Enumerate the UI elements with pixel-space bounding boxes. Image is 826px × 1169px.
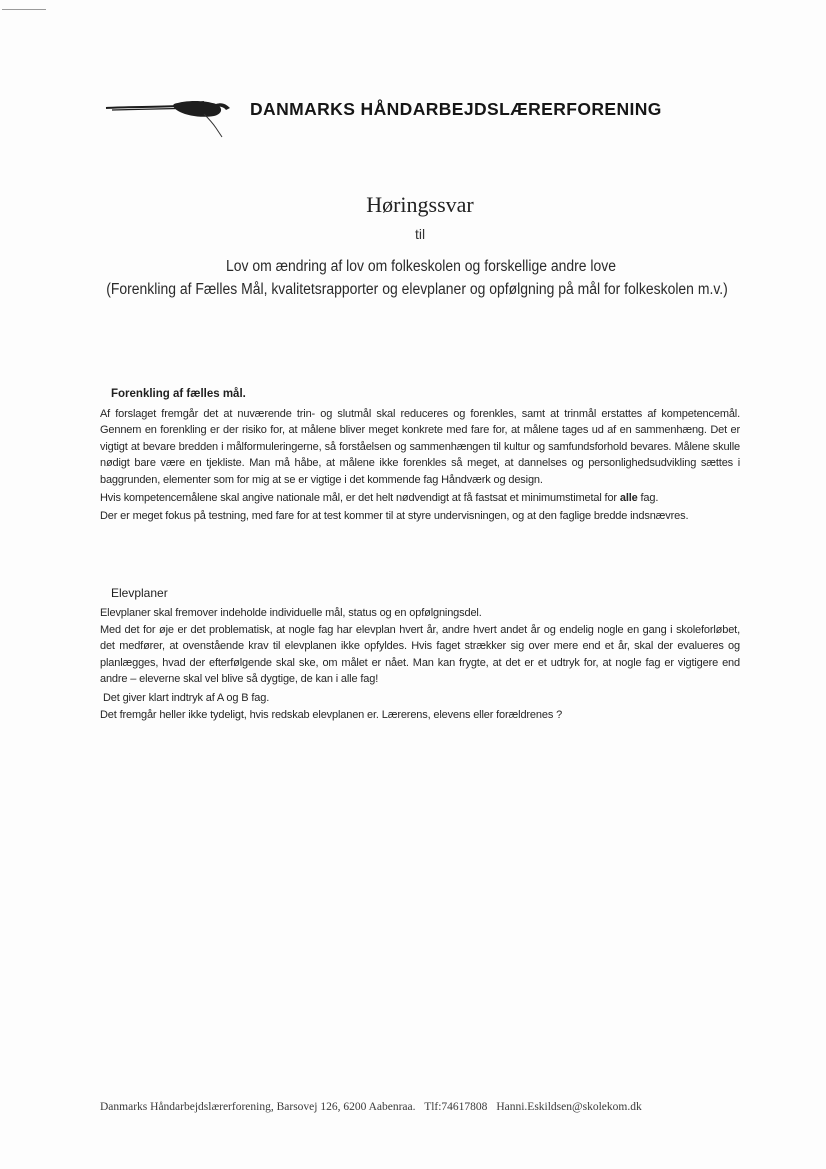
letterhead	[104, 96, 704, 146]
footer-phone: Tlf:74617808	[424, 1101, 488, 1113]
paragraph: Det fremgår heller ikke tydeligt, hvis redskab elevplanen er. Lærerens, elevens eller forældrenes ?	[100, 709, 563, 721]
document-title: Høringssvar	[366, 192, 474, 217]
paragraph: Af forslaget fremgår det at nuværende trin- og slutmål skal reduceres og forenkles, samt at trinmål erstattes af kompetencemål. Gennem en forenkling er der risiko for, at målene bliver meget konkrete med fare for, at målene tages ud af en sammenhæng. Det er vigtigt at bevare bredden i målformuleringerne, så forståelsen og sammenhængen til kultur og samfundsforhold bevares. Målene skulle nødigt bare være en tjekliste. Man må håbe, at målene ikke forenkles så meget, at dannelses og personlighedsudvikling sættes i baggrunden, elementer som for mig at se er vigtige i det kommende fag Håndværk og design.	[100, 408, 740, 486]
paragraph-minimumstimetal	[100, 490, 740, 506]
footer-email: Hanni.Eskildsen@skolekom.dk	[496, 1101, 642, 1113]
footer	[100, 1101, 740, 1113]
paragraph: Der er meget fokus på testning, med fare for at test kommer til at styre undervisningen, og at den faglige bredde indsnævres.	[100, 510, 689, 522]
law-title-line-2: (Forenkling af Fælles Mål, kvalitetsrapporter og elevplaner og opfølgning på mål for folkeskolen m.v.)	[106, 281, 728, 298]
scan-artifact-line	[2, 9, 46, 10]
paragraph: Det giver klart indtryk af A og B fag.	[103, 692, 270, 704]
paragraph: Med det for øje er det problematisk, at nogle fag har elevplan hvert år, andre hvert andet år og endelig nogle en gang i skoleforløbet, det medfører, at ovenstående krav til elevplanen ikke opfyldes. Hvis faget strækker sig over mere end et år, skal der evalueres og planlægges, hvad der efterfølgende skal ske, om målet er nået. Man kan frygte, at det er et udtryk for, at nogle fag er vigtigere end andre – eleverne skal vel blive så dygtige, de kan i alle fag!	[100, 624, 740, 686]
title-connector: til	[414, 226, 426, 242]
paragraph-text-end: fag.	[637, 492, 659, 504]
needle-and-thread-logo	[104, 96, 244, 142]
section-heading-elevplaner: Elevplaner	[111, 586, 168, 600]
organization-name: DANMARKS HÅNDARBEJDSLÆRERFORENING	[250, 99, 662, 119]
emphasis-word: alle	[619, 492, 638, 504]
paragraph: Elevplaner skal fremover indeholde individuelle mål, status og en opfølgningsdel.	[100, 607, 482, 619]
paragraph-text: Hvis kompetencemålene skal angive nationale mål, er det helt nødvendigt at få fastsat et minimumstimetal for	[100, 492, 620, 504]
law-title-line-1: Lov om ændring af lov om folkeskolen og forskellige andre love	[225, 258, 617, 275]
footer-address: Danmarks Håndarbejdslærerforening, Barsovej 126, 6200 Aabenraa.	[100, 1101, 416, 1113]
section-heading-forenkling: Forenkling af fælles mål.	[111, 388, 246, 400]
